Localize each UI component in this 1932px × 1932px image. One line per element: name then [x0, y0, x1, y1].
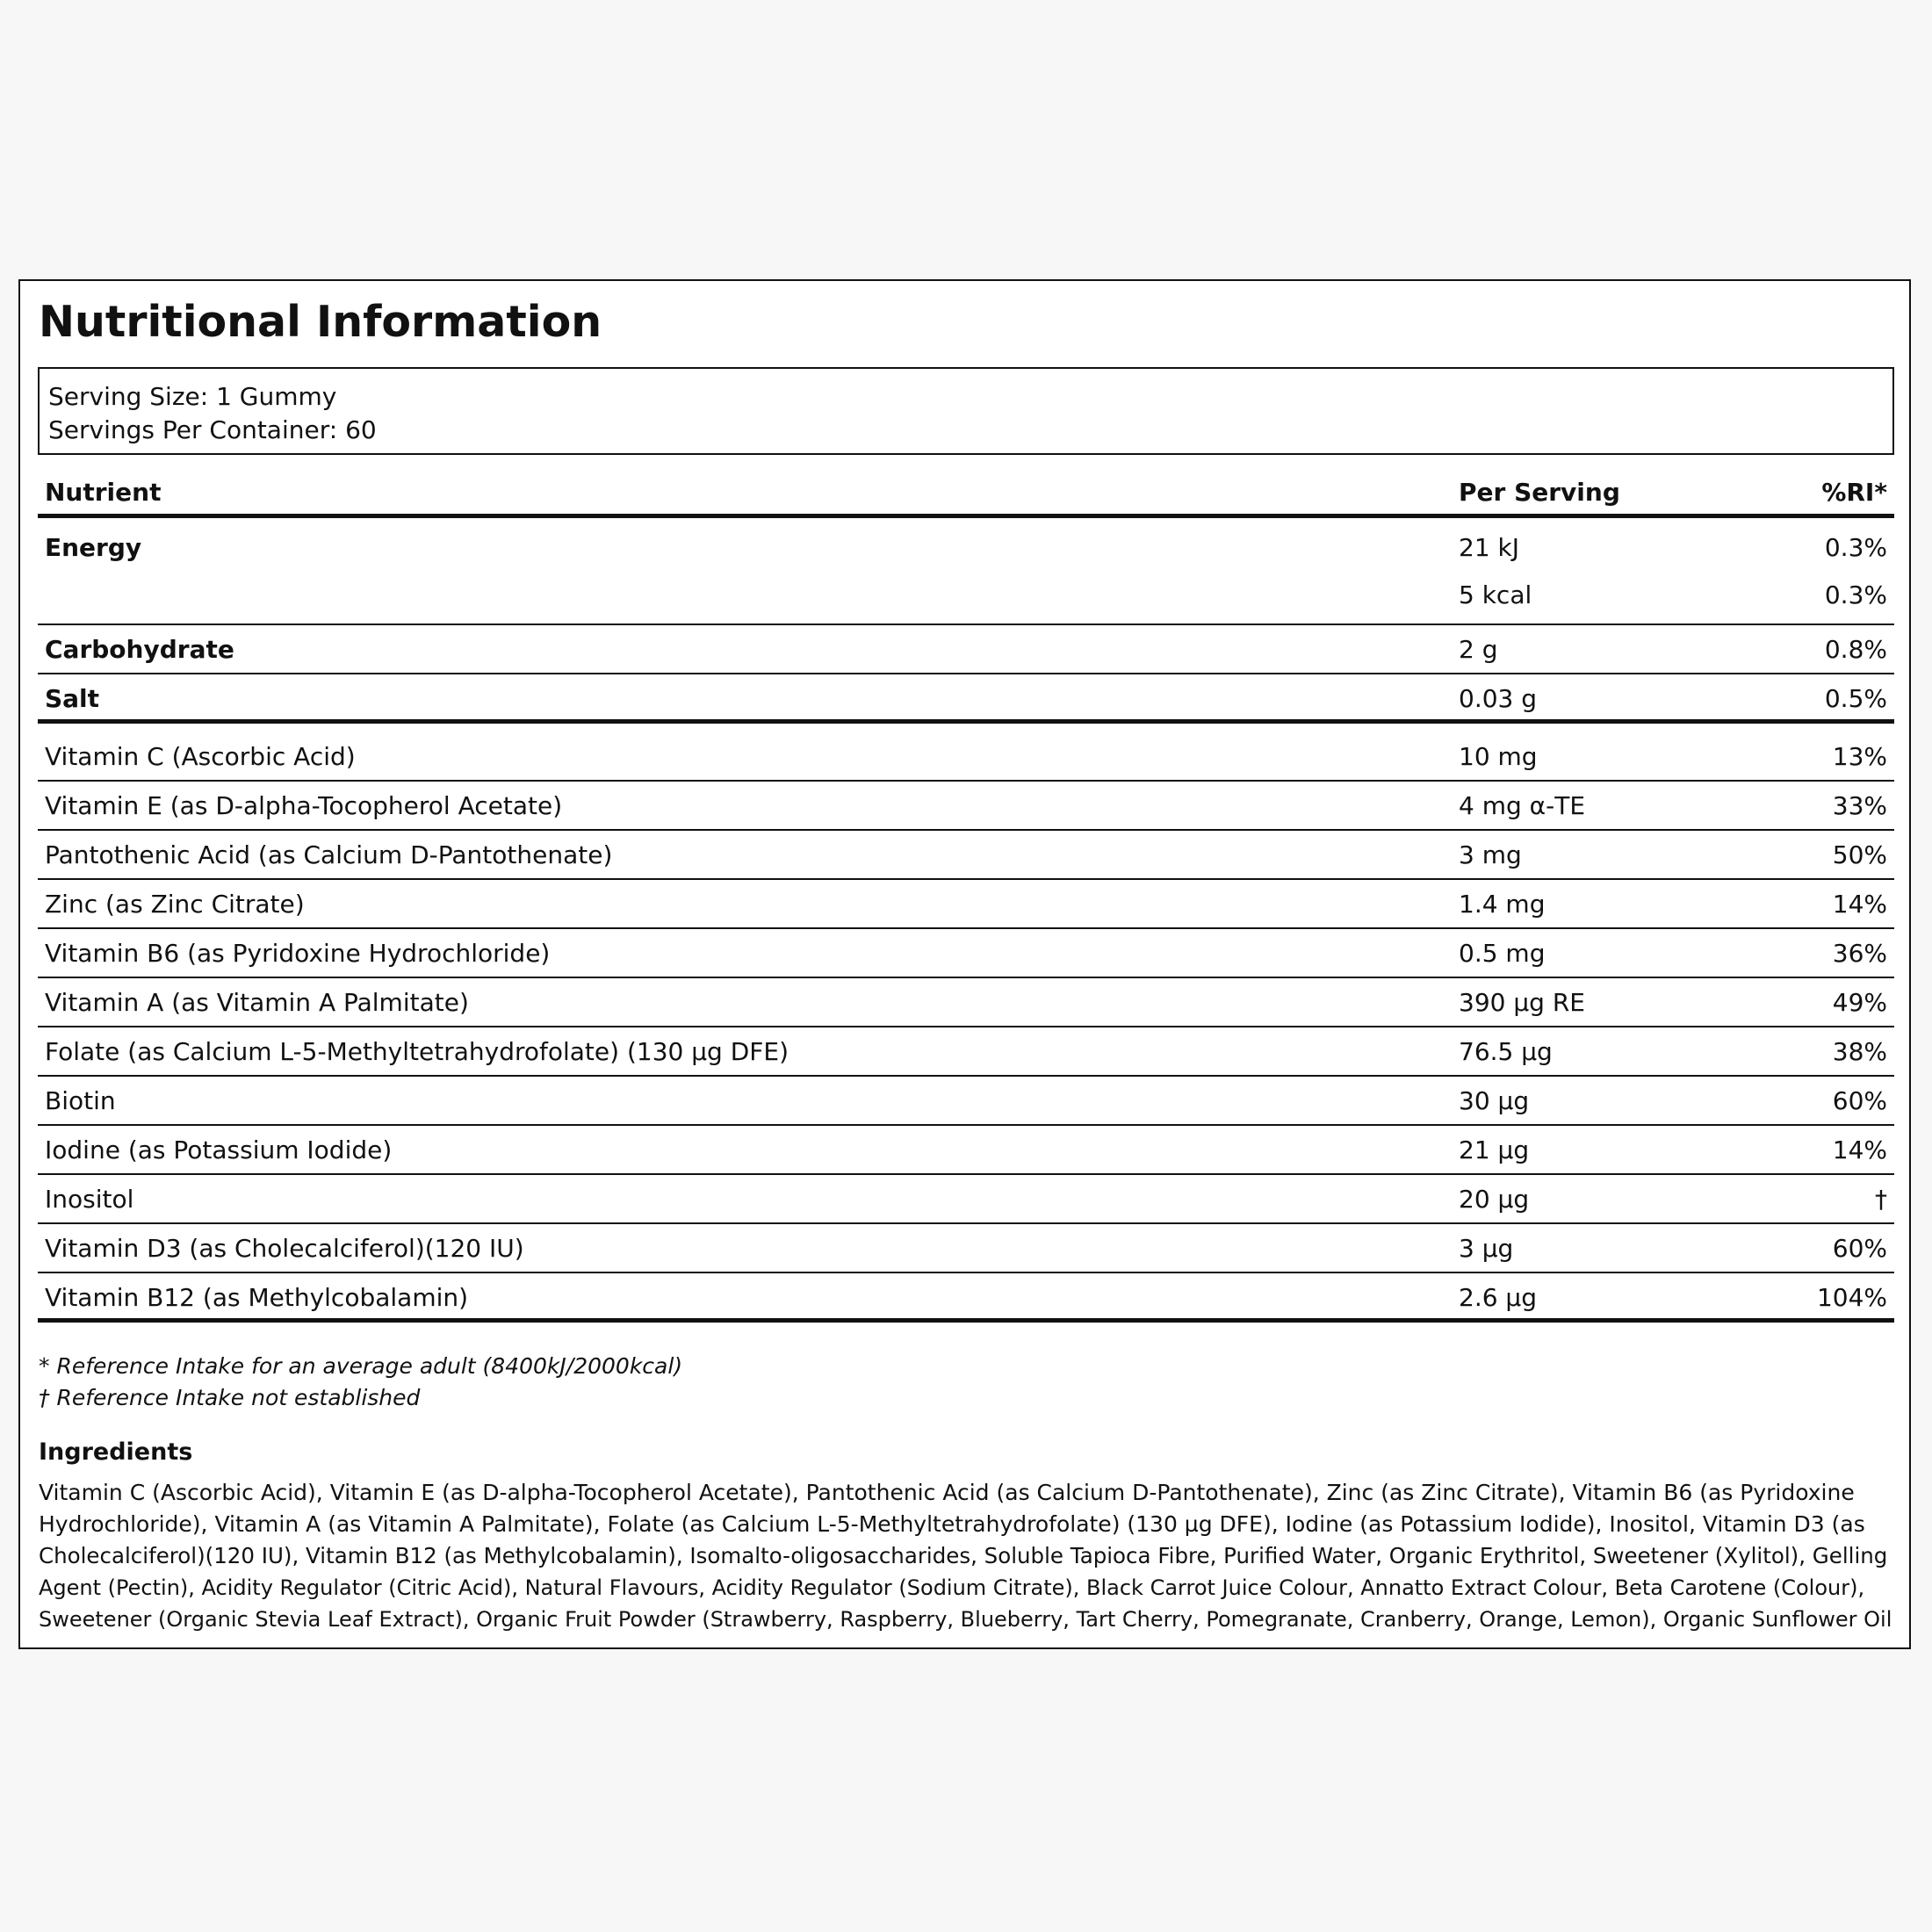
- nutrient-amount: 3 µg: [1459, 1234, 1514, 1263]
- nutrient-name: Salt: [45, 684, 100, 713]
- nutrient-name: Zinc (as Zinc Citrate): [45, 890, 305, 919]
- table-row: [38, 1027, 1894, 1077]
- nutrient-ri: 0.3%: [1824, 580, 1887, 609]
- nutrient-amount: 390 µg RE: [1459, 988, 1585, 1017]
- nutrient-amount: 4 mg α-TE: [1459, 791, 1586, 820]
- nutrient-ri: 50%: [1832, 840, 1887, 869]
- nutrient-name: Carbohydrate: [45, 635, 234, 664]
- nutrient-amount: 0.03 g: [1459, 684, 1538, 713]
- ingredients-line: Hydrochloride), Vitamin A (as Vitamin A Palmitate), Folate (as Calcium L-5-Methyltetrahydrofolate) (130 µg DFE), Iodine (as Potassium Iodide), Inositol, Vitamin D3 (as: [39, 1511, 1865, 1537]
- table-row-energy: [38, 518, 1894, 625]
- table-row: [38, 978, 1894, 1027]
- table-row: [38, 625, 1894, 674]
- footnotes: [39, 1351, 682, 1414]
- ingredients-text: [39, 1477, 1900, 1635]
- nutrient-amount: 30 µg: [1459, 1086, 1530, 1115]
- ingredients-line: Sweetener (Organic Stevia Leaf Extract), Organic Fruit Powder (Strawberry, Raspberry, Blueberry, Tart Cherry, Pomegranate, Cranberry, Orange, Lemon), Organic Sunflower Oil: [39, 1607, 1892, 1632]
- nutrient-name: Iodine (as Potassium Iodide): [45, 1135, 393, 1164]
- serving-info-box: [38, 367, 1894, 455]
- table-row: [38, 1126, 1894, 1175]
- ingredients-line: Cholecalciferol)(120 IU), Vitamin B12 (as Methylcobalamin), Isomalto-oligosaccharides, Soluble Tapioca Fibre, Purified Water, Organic Erythritol, Sweetener (Xylitol), Gelling: [39, 1543, 1888, 1568]
- nutrient-name: Energy: [45, 533, 142, 562]
- nutrient-ri: 33%: [1832, 791, 1887, 820]
- nutrient-name: Vitamin A (as Vitamin A Palmitate): [45, 988, 469, 1017]
- table-row: [38, 724, 1894, 782]
- servings-per-container: Servings Per Container: 60: [48, 415, 377, 444]
- nutrient-ri: 60%: [1832, 1086, 1887, 1115]
- table-row: [38, 1077, 1894, 1126]
- nutrient-ri: †: [1875, 1185, 1887, 1214]
- nutrient-ri: 14%: [1832, 890, 1887, 919]
- table-row: [38, 782, 1894, 831]
- table-row: [38, 1224, 1894, 1273]
- nutrient-amount: 2.6 µg: [1459, 1283, 1538, 1312]
- nutrient-ri: 60%: [1832, 1234, 1887, 1263]
- footnote-not-established: † Reference Intake not established: [39, 1385, 421, 1410]
- header-ri: %RI*: [1821, 478, 1887, 507]
- nutrition-label-panel: [18, 279, 1911, 1649]
- table-row: [38, 929, 1894, 978]
- nutrient-ri: 0.3%: [1824, 533, 1887, 562]
- header-per-serving: Per Serving: [1459, 478, 1620, 507]
- table-row: [38, 1273, 1894, 1323]
- table-row: [38, 880, 1894, 929]
- nutrient-name: Biotin: [45, 1086, 116, 1115]
- nutrient-ri: 104%: [1816, 1283, 1887, 1312]
- nutrient-name: Vitamin B12 (as Methylcobalamin): [45, 1283, 469, 1312]
- nutrient-amount: 1.4 mg: [1459, 890, 1546, 919]
- nutrient-amount: 76.5 µg: [1459, 1037, 1553, 1066]
- nutrient-ri: 49%: [1832, 988, 1887, 1017]
- nutrient-ri: 0.8%: [1824, 635, 1887, 664]
- nutrient-amount: 21 µg: [1459, 1135, 1530, 1164]
- nutrition-table: [38, 467, 1894, 1323]
- nutrient-name: Folate (as Calcium L-5-Methyltetrahydrofolate) (130 µg DFE): [45, 1037, 789, 1066]
- table-row: [38, 1175, 1894, 1224]
- nutrient-name: Vitamin B6 (as Pyridoxine Hydrochloride): [45, 939, 551, 968]
- nutrient-amount: 2 g: [1459, 635, 1498, 664]
- table-row: [38, 674, 1894, 724]
- nutrient-name: Pantothenic Acid (as Calcium D-Pantothenate): [45, 840, 613, 869]
- ingredients-line: Vitamin C (Ascorbic Acid), Vitamin E (as D-alpha-Tocopherol Acetate), Pantothenic Acid (as Calcium D-Pantothenate), Zinc (as Zinc Citrate), Vitamin B6 (as Pyridoxine: [39, 1480, 1855, 1505]
- header-nutrient: Nutrient: [45, 478, 162, 507]
- nutrient-amount: 5 kcal: [1459, 580, 1532, 609]
- nutrient-ri: 14%: [1832, 1135, 1887, 1164]
- nutrient-ri: 13%: [1832, 742, 1887, 771]
- ingredients-line: Agent (Pectin), Acidity Regulator (Citric Acid), Natural Flavours, Acidity Regulator (Sodium Citrate), Black Carrot Juice Colour, Annatto Extract Colour, Beta Carotene (Colour),: [39, 1575, 1865, 1600]
- nutrient-amount: 3 mg: [1459, 840, 1522, 869]
- nutrient-amount: 21 kJ: [1459, 533, 1520, 562]
- ingredients-heading: Ingredients: [39, 1438, 193, 1466]
- serving-size: Serving Size: 1 Gummy: [48, 382, 337, 411]
- nutrient-name: Inositol: [45, 1185, 134, 1214]
- label-title: Nutritional Information: [39, 297, 602, 347]
- nutrient-amount: 0.5 mg: [1459, 939, 1546, 968]
- nutrient-amount: 10 mg: [1459, 742, 1538, 771]
- nutrient-name: Vitamin E (as D-alpha-Tocopherol Acetate): [45, 791, 563, 820]
- nutrient-amount: 20 µg: [1459, 1185, 1530, 1214]
- nutrient-name: Vitamin D3 (as Cholecalciferol)(120 IU): [45, 1234, 524, 1263]
- table-header-row: [38, 467, 1894, 518]
- nutrient-ri: 0.5%: [1824, 684, 1887, 713]
- table-row: [38, 831, 1894, 880]
- nutrient-ri: 36%: [1832, 939, 1887, 968]
- nutrient-name: Vitamin C (Ascorbic Acid): [45, 742, 356, 771]
- nutrient-ri: 38%: [1832, 1037, 1887, 1066]
- footnote-reference-intake: * Reference Intake for an average adult (8400kJ/2000kcal): [39, 1353, 683, 1379]
